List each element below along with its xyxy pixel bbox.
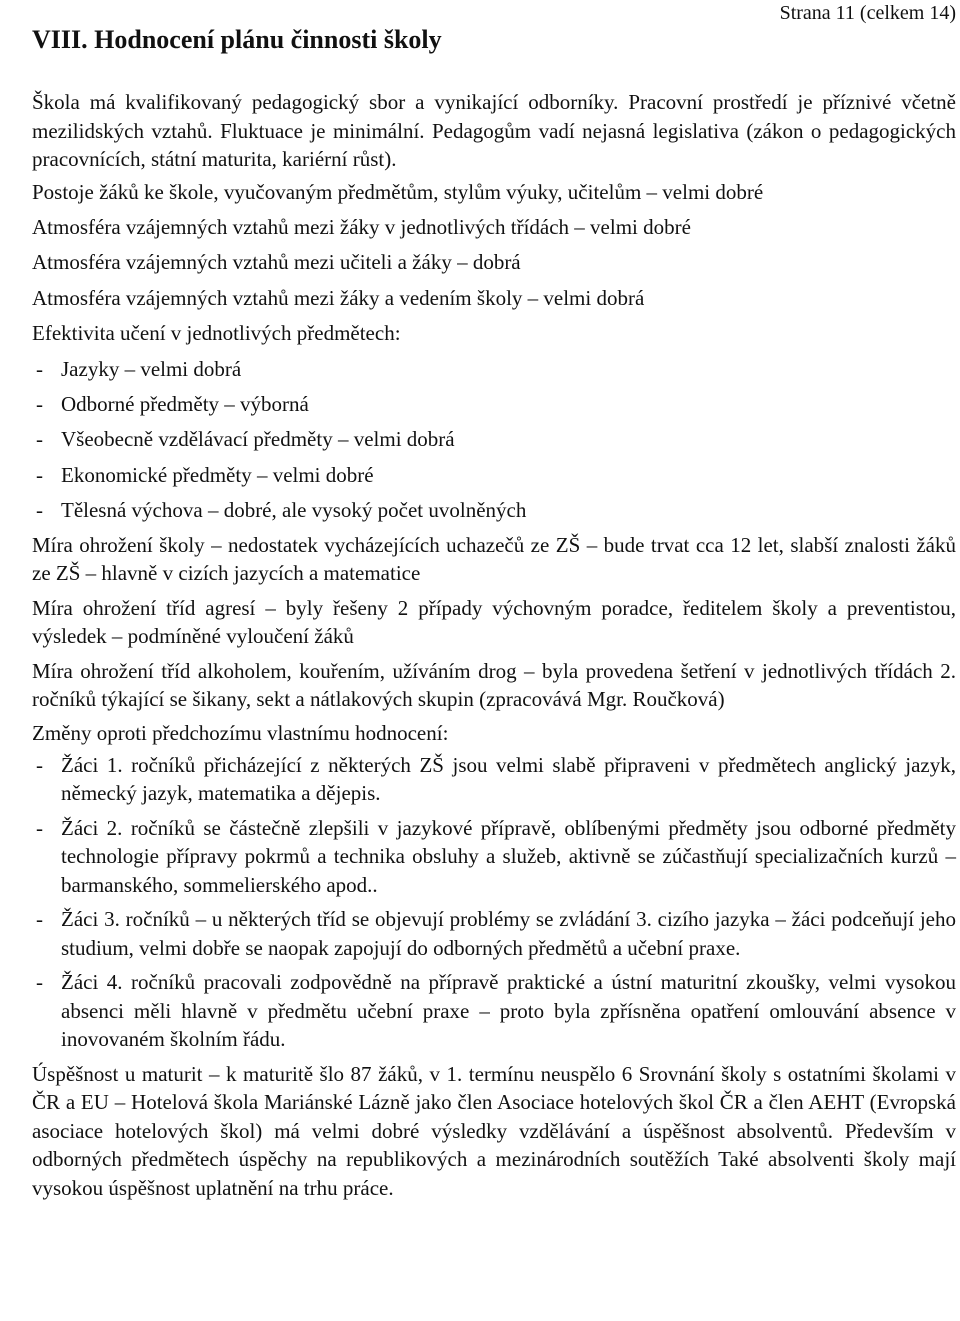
assessment-line: Atmosféra vzájemných vztahů mezi žáky v jednotlivých třídách – velmi dobré [32, 214, 691, 239]
assessment-line: Efektivita učení v jednotlivých předmětech: [32, 321, 401, 346]
page-number: Strana 11 (celkem 14) [779, 2, 956, 24]
assessment-line: Atmosféra vzájemných vztahů mezi učiteli a žáky – dobrá [32, 250, 521, 275]
list-item: - Žáci 3. ročníků – u některých tříd se objevují problémy se zvládání 3. cizího jazyka – žáci podceňují jeho studium, velmi dobře se naopak zapojují do odborných předmětů a učební praxe. [32, 905, 956, 962]
closing-paragraph: Úspěšnost u maturit – k maturitě šlo 87 žáků, v 1. termínu neuspělo 6 Srovnání školy s ostatními školami v ČR a EU – Hotelová škola Mariánské Lázně jako člen Asociace hotelových škol ČR a člen AEHT (Evropská asociace hotelových škol) má velmi dobré výsledky vzdělávání a úspěšnost absolventů. Především v odborných předmětech úspěchy na republikových a mezinárodních soutěžích Také absolventi školy mají vysokou úspěšnost uplatnění na trhu práce. [32, 1061, 956, 1200]
assessment-line: Atmosféra vzájemných vztahů mezi žáky a vedením školy – velmi dobrá [32, 285, 645, 310]
assessment-list [32, 175, 956, 352]
chapter-title-text: Hodnocení plánu činnosti školy [94, 25, 442, 54]
risk-paragraph: Míra ohrožení školy – nedostatek vycházejících uchazečů ze ZŠ – bude trvat cca 12 let, slabší znalosti žáků ze ZŠ – hlavně v cizích jazycích a matematice [32, 532, 956, 586]
assessment-line: Postoje žáků ke škole, vyučovaným předmětům, stylům výuky, učitelům – velmi dobré [32, 179, 764, 204]
list-item: - Všeobecně vzdělávací předměty – velmi dobrá [32, 422, 956, 457]
changes-list [32, 751, 956, 1054]
document-page [32, 0, 956, 1202]
list-item: - Jazyky – velmi dobrá [32, 352, 956, 387]
chapter-title [32, 24, 442, 56]
list-item: - Tělesná výchova – dobré, ale vysoký počet uvolněných [32, 493, 956, 528]
risk-paragraph: Míra ohrožení tříd alkoholem, kouřením, užíváním drog – byla provedena šetření v jednotlivých třídách 2. ročníků týkající se šikany, sekt a nátlakových skupin (zpracovává Mgr. Roučková) [32, 658, 956, 712]
changes-heading: Změny oproti předchozímu vlastnímu hodnocení: [32, 720, 449, 745]
intro-paragraph: Škola má kvalifikovaný pedagogický sbor a vynikající odborníky. Pracovní prostředí je příznivé včetně mezilidských vztahů. Fluktuace je minimální. Pedagogům vadí nejasná legislativa (zákon o pedagogických pracovnících, státní maturita, kariérní růst). [32, 90, 956, 171]
page-header [32, 0, 956, 88]
list-item: - Žáci 1. ročníků přicházející z některých ZŠ jsou velmi slabě připraveni v předmětech anglický jazyk, německý jazyk, matematika a dějepis. [32, 751, 956, 808]
list-item: - Žáci 4. ročníků pracovali zodpovědně na přípravě praktické a ústní maturitní zkoušky, velmi vysokou absenci měli hlavně v předmětu učební praxe – proto byla zpřísněna opatření omlouvání absence v inovovaném školním řádu. [32, 968, 956, 1054]
subject-effectiveness-list [32, 352, 956, 529]
risk-section [32, 531, 956, 714]
list-item: - Ekonomické předměty – velmi dobré [32, 458, 956, 493]
risk-paragraph: Míra ohrožení tříd agresí – byly řešeny 2 případy výchovným poradce, ředitelem školy a preventistou, výsledek – podmíněné vyloučení žáků [32, 595, 956, 649]
chapter-number: VIII. [32, 25, 88, 54]
list-item: - Odborné předměty – výborná [32, 387, 956, 422]
list-item: - Žáci 2. ročníků se částečně zlepšili v jazykové přípravě, oblíbenými předměty jsou odborné předměty technologie přípravy pokrmů a technika obsluhy a služeb, aktivně se zúčastňují specializačních kurzů – barmanského, sommelierského apod.. [32, 814, 956, 900]
